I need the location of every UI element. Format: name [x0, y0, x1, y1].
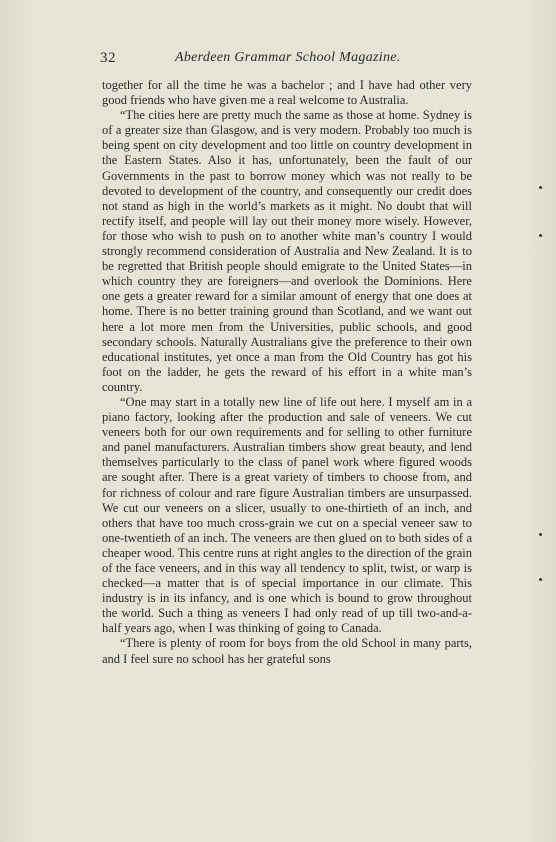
margin-speck — [539, 533, 542, 536]
paragraph: “The cities here are pretty much the same as those at home. Sydney is of a greater size than Glasgow, and is very modern. Probably too much is being spent on city development and too little on country development in the Eastern States. Also it has, unfortunately, been the fault of our Governments in the past to borrow money which was not really to be devoted to development of the country, and consequently our credit does not stand as high in the world’s markets as it might. No doubt that will rectify itself, and people will lay out their money more wisely. However, for those who wish to push on to another white man’s country I would strongly recommend consideration of Australia and New Zealand. It is to be regretted that British people should emigrate to the United States—in which country they are foreigners—and overlook the Dominions. Here one gets a greater reward for a similar amount of energy that one does at home. There is no better training ground than Scotland, and we want out here a lot more men from the Universities, public schools, and good secondary schools. Naturally Australians give the preference to their own educational institutes, yet once a man from the Old Country has got his foot on the ladder, he gets the reward of his effort in a white man’s country. — [102, 108, 472, 394]
page-number: 32 — [100, 50, 116, 66]
paragraph: “One may start in a totally new line of life out here. I myself am in a piano factory, looking after the production and sale of veneers. We cut veneers both for our own requirements and for selling to other furniture and panel manufacturers. Australian timbers show great beauty, and lend themselves particularly to the class of panel work where figured woods are sought after. There is a great variety of timbers to choose from, and for richness of colour and rare figure Australian timbers are unsurpassed. We cut our veneers on a slicer, usually to one-thirtieth of an inch, and others that have too much cross-grain we cut on a special veneer saw to one-twentieth of an inch. The veneers are then glued on to both sides of a cheaper wood. This centre runs at right angles to the direction of the grain of the face veneers, and in this way all tendency to split, twist, or warp is checked—a matter that is of special importance in our climate. This industry is in its infancy, and is one which is bound to grow throughout the world. Such a thing as veneers I had only read of up till two-and-a-half years ago, when I was thinking of going to Canada. — [102, 394, 472, 636]
margin-speck — [539, 186, 542, 189]
running-title: Aberdeen Grammar School Magazine. — [175, 50, 401, 65]
margin-speck — [539, 234, 542, 237]
paragraph: together for all the time he was a bachelor ; and I have had other very good friends who have given me a real welcome to Australia. — [102, 78, 472, 108]
margin-speck — [539, 578, 542, 581]
article-body — [102, 78, 472, 667]
paragraph: “There is plenty of room for boys from the old School in many parts, and I feel sure no school has her grateful sons — [102, 636, 472, 666]
page-header — [100, 50, 480, 70]
